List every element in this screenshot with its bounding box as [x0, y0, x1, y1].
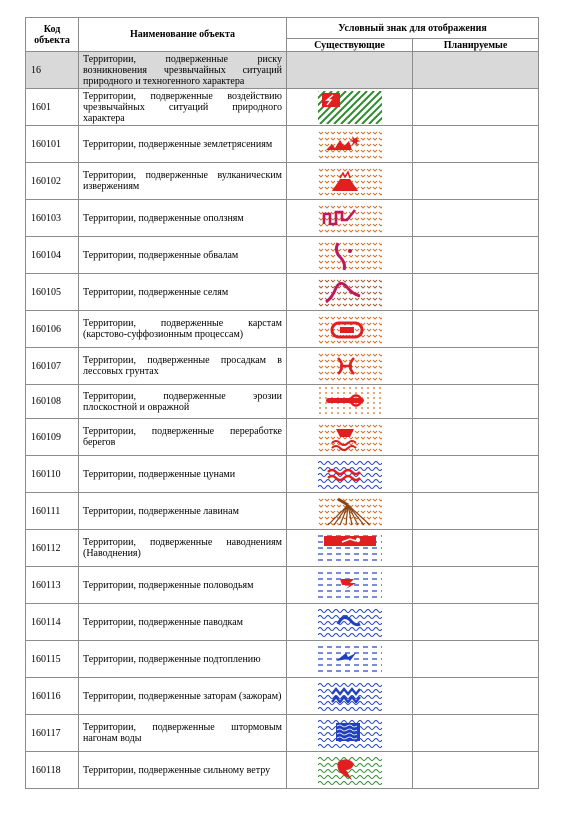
table-row [26, 385, 539, 419]
row-name: Территории, подверженные штормовым нагонам воды [79, 715, 287, 752]
row-existing-symbol [287, 126, 413, 163]
row-code: 160107 [26, 348, 79, 385]
row-planned-symbol [413, 604, 539, 641]
row-code: 160104 [26, 237, 79, 274]
row-name: Территории, подверженные вулканическим извержениям [79, 163, 287, 200]
subsidence-icon [318, 350, 382, 383]
row-name: Территории, подверженные эрозии плоскостной и овражной [79, 385, 287, 419]
table-row [26, 274, 539, 311]
strong-wind-icon [318, 754, 382, 787]
row-name: Территории, подверженные сильному ветру [79, 752, 287, 789]
table-row [26, 348, 539, 385]
table-row [26, 604, 539, 641]
row-code: 160112 [26, 530, 79, 567]
row-name: Территории, подверженные заторам (зажорам) [79, 678, 287, 715]
row-planned-symbol [413, 678, 539, 715]
row-code: 1601 [26, 89, 79, 126]
table-row [26, 493, 539, 530]
row-existing-symbol [287, 641, 413, 678]
table-row [26, 52, 539, 89]
row-existing-symbol [287, 89, 413, 126]
row-code: 160111 [26, 493, 79, 530]
storm-surge-icon [318, 717, 382, 750]
row-existing-symbol [287, 715, 413, 752]
legend-table [25, 17, 539, 789]
rockfall-icon [318, 239, 382, 272]
row-existing-symbol [287, 456, 413, 493]
row-code: 160116 [26, 678, 79, 715]
row-code: 160108 [26, 385, 79, 419]
row-name: Территории, подверженные карстам (карстово-суффозионным процессам) [79, 311, 287, 348]
row-name: Территории, подверженные обвалам [79, 237, 287, 274]
volcano-icon [318, 165, 382, 198]
table-row [26, 126, 539, 163]
row-planned-symbol [413, 237, 539, 274]
row-code: 16 [26, 52, 79, 89]
earthquake-icon [318, 128, 382, 161]
row-planned-symbol [413, 200, 539, 237]
row-name: Территории, подверженные лавинам [79, 493, 287, 530]
row-existing-symbol [287, 752, 413, 789]
header-name: Наименование объекта [79, 18, 287, 52]
row-planned-symbol [413, 52, 539, 89]
row-code: 160113 [26, 567, 79, 604]
row-existing-symbol [287, 52, 413, 89]
row-name: Территории, подверженные землетрясениям [79, 126, 287, 163]
row-code: 160114 [26, 604, 79, 641]
row-planned-symbol [413, 493, 539, 530]
row-planned-symbol [413, 530, 539, 567]
row-name: Территории, подверженные наводнениям (Наводнения) [79, 530, 287, 567]
row-existing-symbol [287, 200, 413, 237]
table-row [26, 715, 539, 752]
spring-flood-icon [318, 569, 382, 602]
table-row [26, 89, 539, 126]
row-name: Территории, подверженные воздействию чрезвычайных ситуаций природного характера [79, 89, 287, 126]
avalanche-icon [318, 495, 382, 528]
row-code: 160115 [26, 641, 79, 678]
row-code: 160101 [26, 126, 79, 163]
table-row [26, 311, 539, 348]
row-code: 160105 [26, 274, 79, 311]
table-row [26, 456, 539, 493]
row-planned-symbol [413, 752, 539, 789]
row-name: Территории, подверженные переработке берегов [79, 419, 287, 456]
erosion-icon [318, 385, 382, 418]
row-planned-symbol [413, 641, 539, 678]
row-existing-symbol [287, 419, 413, 456]
table-row [26, 200, 539, 237]
row-existing-symbol [287, 163, 413, 200]
row-name: Территории, подверженные половодьям [79, 567, 287, 604]
row-code: 160118 [26, 752, 79, 789]
row-name: Территории, подверженные подтоплению [79, 641, 287, 678]
row-existing-symbol [287, 274, 413, 311]
row-planned-symbol [413, 385, 539, 419]
table-row [26, 752, 539, 789]
row-planned-symbol [413, 567, 539, 604]
header-planned: Планируемые [413, 39, 539, 52]
row-existing-symbol [287, 678, 413, 715]
row-planned-symbol [413, 715, 539, 752]
row-existing-symbol [287, 530, 413, 567]
row-name: Территории, подверженные оползням [79, 200, 287, 237]
table-body [26, 52, 539, 789]
row-planned-symbol [413, 311, 539, 348]
table-row [26, 567, 539, 604]
table-row [26, 237, 539, 274]
table-row [26, 641, 539, 678]
table-row [26, 163, 539, 200]
freshet-icon [318, 606, 382, 639]
row-code: 160103 [26, 200, 79, 237]
row-code: 160106 [26, 311, 79, 348]
flood-icon [318, 532, 382, 565]
coast-abrasion-icon [318, 421, 382, 454]
header-symbol-group: Условный знак для отображения [287, 18, 539, 39]
lightning-hatch-icon [318, 91, 382, 124]
row-code: 160109 [26, 419, 79, 456]
tsunami-icon [318, 458, 382, 491]
row-existing-symbol [287, 604, 413, 641]
table-row [26, 530, 539, 567]
row-planned-symbol [413, 456, 539, 493]
row-planned-symbol [413, 274, 539, 311]
row-name: Территории, подверженные паводкам [79, 604, 287, 641]
karst-icon [318, 313, 382, 346]
row-planned-symbol [413, 126, 539, 163]
row-planned-symbol [413, 419, 539, 456]
row-existing-symbol [287, 348, 413, 385]
header-code: Код объекта [26, 18, 79, 52]
row-code: 160102 [26, 163, 79, 200]
ice-jam-icon [318, 680, 382, 713]
row-planned-symbol [413, 163, 539, 200]
row-name: Территории, подверженные цунами [79, 456, 287, 493]
row-existing-symbol [287, 567, 413, 604]
row-existing-symbol [287, 385, 413, 419]
row-planned-symbol [413, 348, 539, 385]
row-code: 160117 [26, 715, 79, 752]
mudflow-icon [318, 276, 382, 309]
row-name: Территории, подверженные просадкам в лессовых грунтах [79, 348, 287, 385]
row-existing-symbol [287, 311, 413, 348]
waterlogging-icon [318, 643, 382, 676]
table-row [26, 678, 539, 715]
row-name: Территории, подверженные селям [79, 274, 287, 311]
row-code: 160110 [26, 456, 79, 493]
landslide-icon [318, 202, 382, 235]
header-existing: Существующие [287, 39, 413, 52]
table-row [26, 419, 539, 456]
row-planned-symbol [413, 89, 539, 126]
row-existing-symbol [287, 237, 413, 274]
row-existing-symbol [287, 493, 413, 530]
row-name: Территории, подверженные риску возникновения чрезвычайных ситуаций природного и техногенного характера [79, 52, 287, 89]
